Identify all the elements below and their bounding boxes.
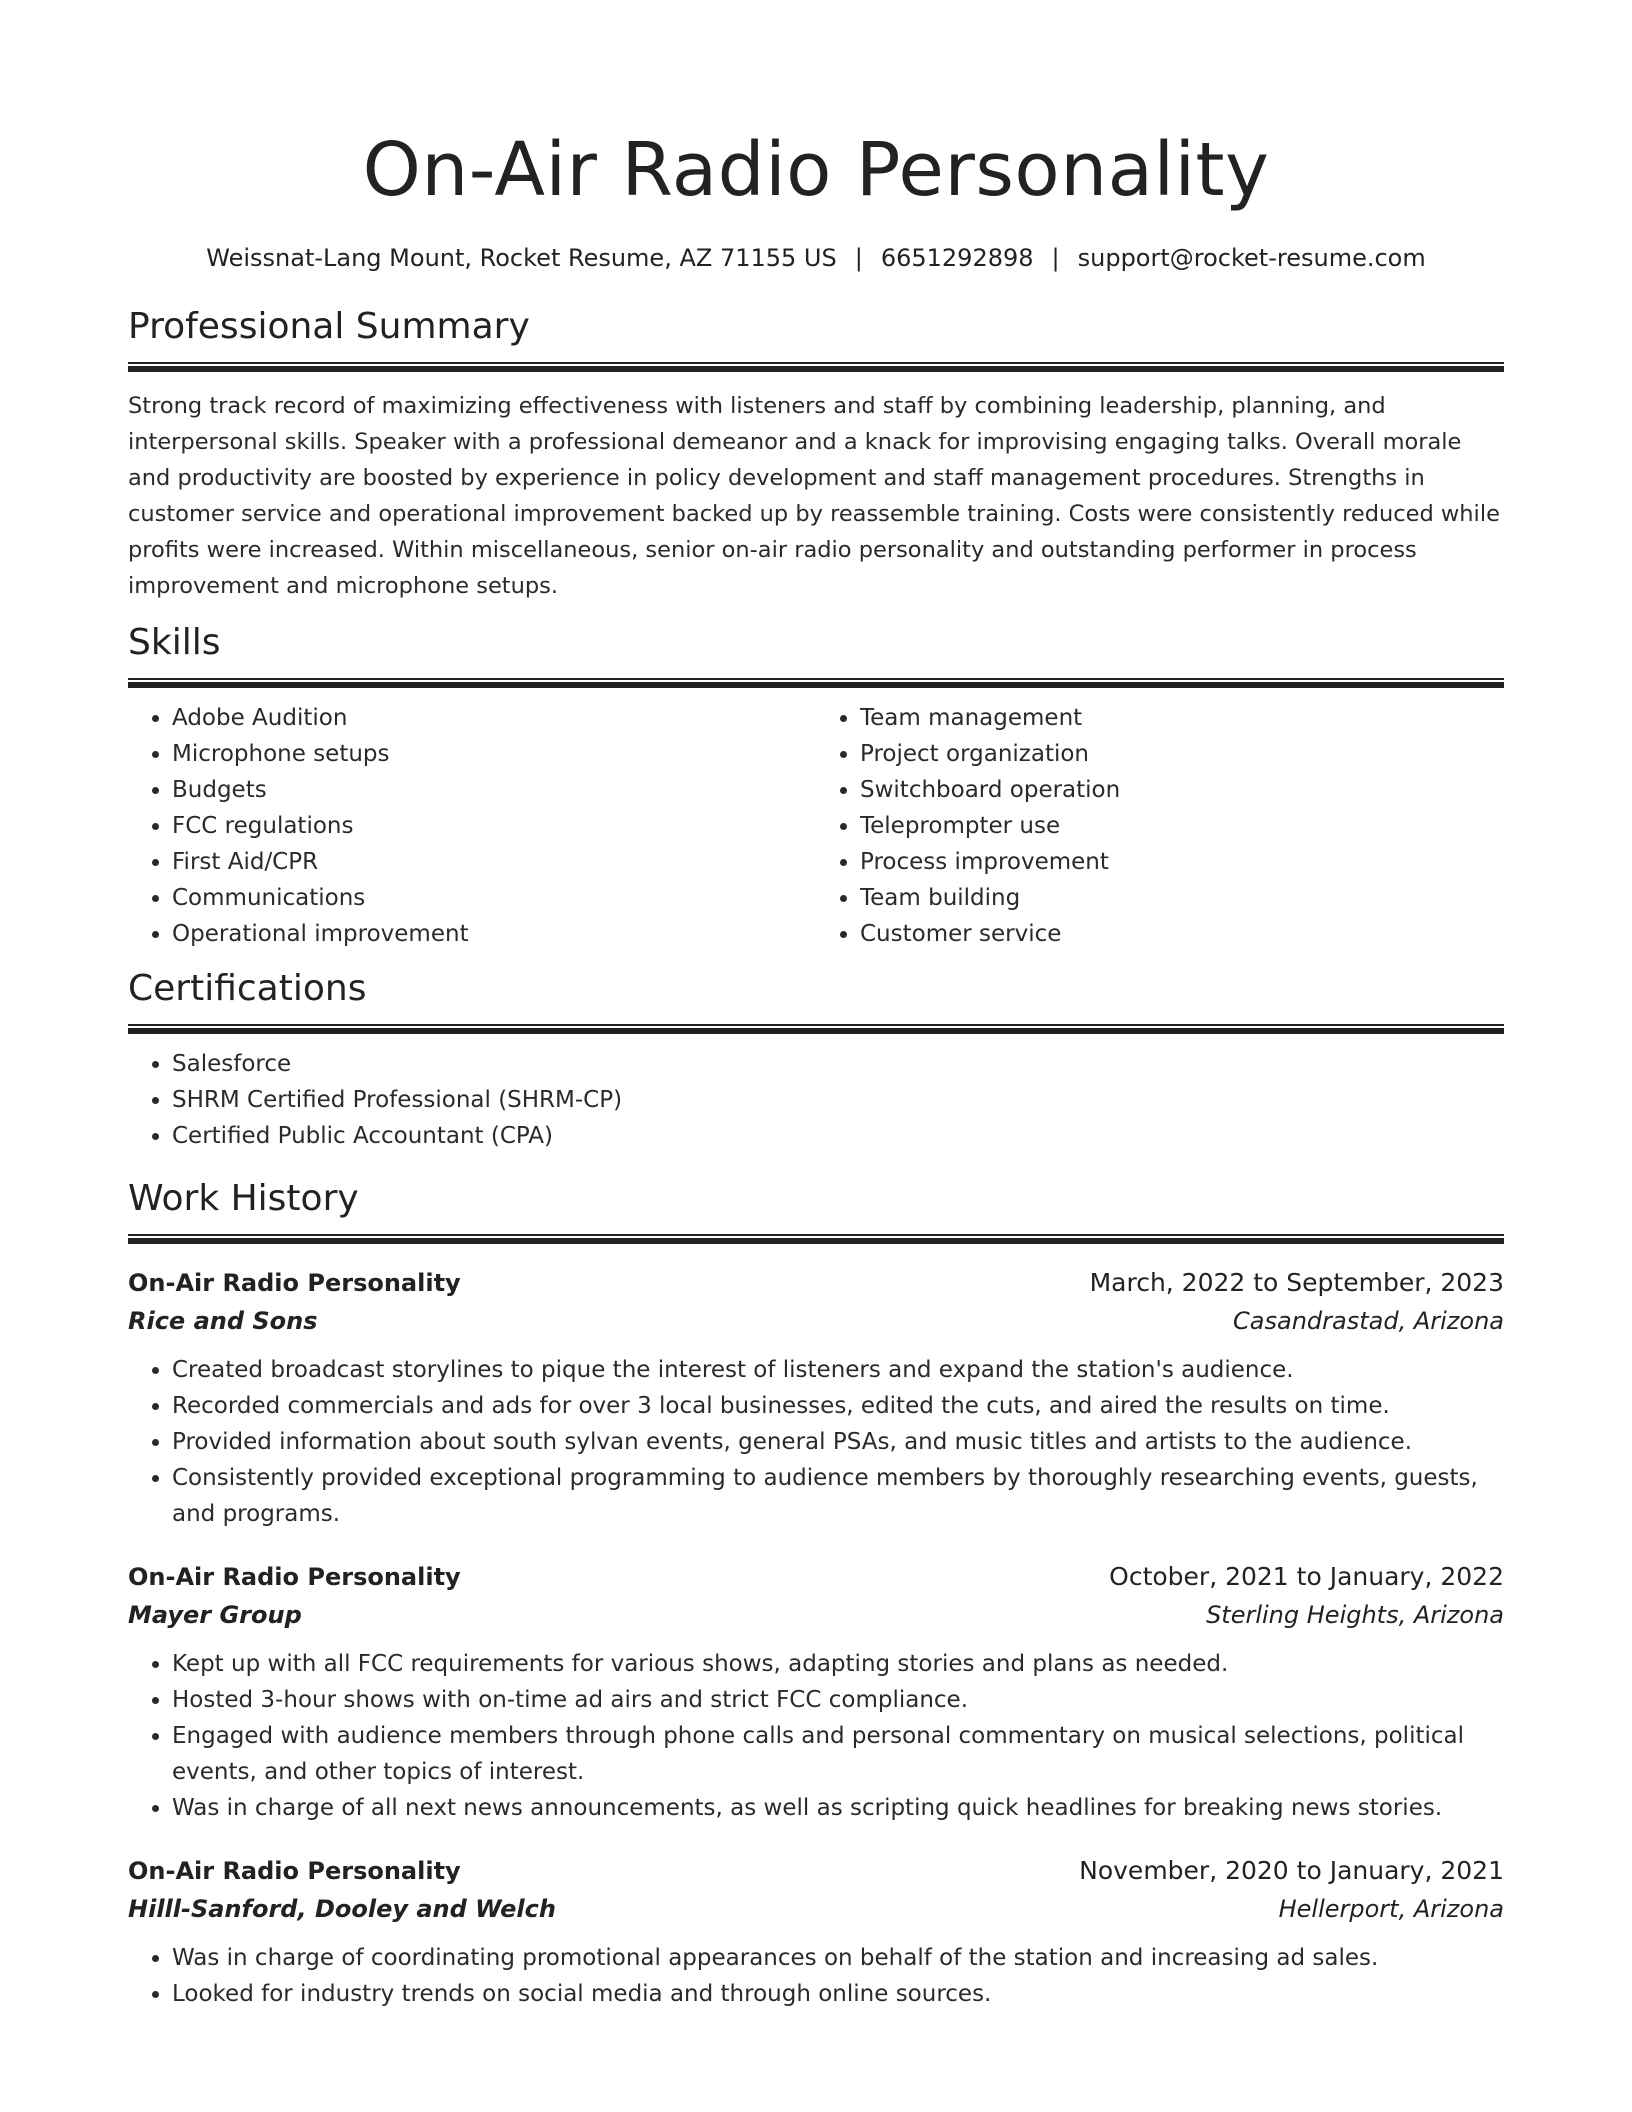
certifications-list [128,1046,1504,1154]
job-bullet: • Looked for industry trends on social media and through online sources. [172,1976,1504,2012]
job-location: Hellerport, Arizona [1278,1895,1504,1923]
job-entry [128,1852,1504,2012]
job-title: On-Air Radio Personality [128,1269,461,1297]
skill-item: • Communications [172,880,816,916]
job-company-row [128,1302,1504,1340]
skills-list-right [816,700,1504,952]
section-title-summary: Professional Summary [128,306,530,347]
job-company: Hilll-Sanford, Dooley and Welch [128,1895,556,1923]
skills-list-left [128,700,816,952]
skill-item: • Team management [860,700,1504,736]
job-bullet: • Created broadcast storylines to pique the interest of listeners and expand the station's audience. [172,1352,1504,1388]
job-entry [128,1264,1504,1532]
job-bullet: • Was in charge of all next news announcements, as well as scripting quick headlines for breaking news stories. [172,1790,1504,1826]
job-bullet: • Recorded commercials and ads for over 3 local businesses, edited the cuts, and aired the results on time. [172,1388,1504,1424]
certification-item: • Certified Public Accountant (CPA) [172,1118,1504,1154]
job-dates: November, 2020 to January, 2021 [1079,1856,1504,1885]
contact-separator: | [854,244,863,272]
skill-item: • FCC regulations [172,808,816,844]
job-title: On-Air Radio Personality [128,1857,461,1885]
skill-item: • Switchboard operation [860,772,1504,808]
job-bullet: • Kept up with all FCC requirements for various shows, adapting stories and plans as needed. [172,1646,1504,1682]
resume-name: On-Air Radio Personality [362,127,1270,213]
job-dates: March, 2022 to September, 2023 [1089,1268,1504,1297]
section-divider [128,678,1504,688]
skill-item: • Teleprompter use [860,808,1504,844]
job-company-row [128,1890,1504,1928]
skill-item: • Customer service [860,916,1504,952]
skill-item: • Team building [860,880,1504,916]
section-divider [128,1024,1504,1034]
section-divider [128,362,1504,372]
contact-address: Weissnat-Lang Mount, Rocket Resume, AZ 71155 US [206,244,837,272]
skill-item: • Process improvement [860,844,1504,880]
job-bullets [128,1646,1504,1826]
work-history-section [128,1176,1504,2012]
job-header-row [128,1852,1504,1890]
job-company-row [128,1596,1504,1634]
job-company: Mayer Group [128,1601,302,1629]
section-divider [128,1234,1504,1244]
contact-email: support@rocket-resume.com [1077,244,1426,272]
job-dates: October, 2021 to January, 2022 [1109,1562,1504,1591]
job-header-row [128,1558,1504,1596]
summary-text: Strong track record of maximizing effectiveness with listeners and staff by combining leadership, planning, and interpersonal skills. Speaker with a professional demeanor and a knack for improvising engaging talks. Overall morale and productivity are boosted by experience in policy development and staff management procedures. Strengths in customer service and operational improvement backed up by reassemble training. Costs were consistently reduced while profits were increased. Within miscellaneous, senior on-air radio personality and outstanding performer in process improvement and microphone setups. [128,393,1500,599]
contact-phone: 6651292898 [880,244,1034,272]
job-bullet: • Provided information about south sylvan events, general PSAs, and music titles and artists to the audience. [172,1424,1504,1460]
section-title-skills: Skills [128,622,221,663]
skill-item: • Microphone setups [172,736,816,772]
certification-item: • Salesforce [172,1046,1504,1082]
job-bullets [128,1940,1504,2012]
skill-item: • Adobe Audition [172,700,816,736]
job-bullet: • Hosted 3-hour shows with on-time ad airs and strict FCC compliance. [172,1682,1504,1718]
job-location: Casandrastad, Arizona [1233,1307,1504,1335]
job-header-row [128,1264,1504,1302]
summary-section [128,304,1504,604]
job-bullets [128,1352,1504,1532]
skill-item: • Operational improvement [172,916,816,952]
job-entry [128,1558,1504,1826]
skill-item: • Budgets [172,772,816,808]
job-bullet: • Consistently provided exceptional programming to audience members by thoroughly researching events, guests, and programs. [172,1460,1504,1532]
contact-line [128,242,1504,274]
contact-separator: | [1051,244,1060,272]
certifications-section [128,966,1504,1154]
job-title: On-Air Radio Personality [128,1563,461,1591]
job-bullet: • Engaged with audience members through phone calls and personal commentary on musical selections, political events, and other topics of interest. [172,1718,1504,1790]
certification-item: • SHRM Certified Professional (SHRM-CP) [172,1082,1504,1118]
job-bullet: • Was in charge of coordinating promotional appearances on behalf of the station and increasing ad sales. [172,1940,1504,1976]
skill-item: • First Aid/CPR [172,844,816,880]
skill-item: • Project organization [860,736,1504,772]
skills-columns [128,688,1504,952]
skills-section [128,620,1504,952]
section-title-work-history: Work History [128,1178,359,1219]
job-location: Sterling Heights, Arizona [1206,1601,1504,1629]
section-title-certifications: Certifications [128,968,367,1009]
job-company: Rice and Sons [128,1307,318,1335]
